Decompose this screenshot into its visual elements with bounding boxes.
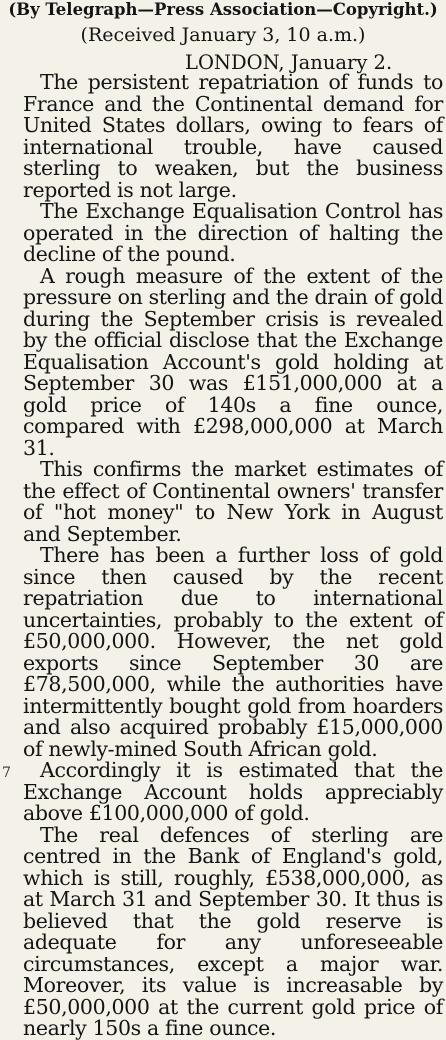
paragraph-5: There has been a further loss of gold since then caused by the recent repatriation due to international uncertainties, probably to the extent of £50,000,000. However, the net gold exports since September 30 are £78,500,000, while the authorities have intermittently bought gold from hoarders and also acquired probably £15,000,000 of newly-mined South African gold. [23,543,443,761]
dateline: LONDON, January 2. [185,51,393,74]
paragraph-4: This confirms the market estimates of the effect of Continental owners' transfer of "hot money" to New York in August and September. [23,457,443,546]
wire-credit: (By Telegraph—Press Association—Copyright.) [8,0,438,19]
paragraph-6: Accordingly it is estimated that the Exchange Account holds appreciably above £100,000,000 of gold. [23,758,443,825]
paragraph-7: The real defences of sterling are centred in the Bank of England's gold, which is still, roughly, £538,000,000, as at March 31 and September 30. It thus is believed that the gold reserve is adequate for any unforeseeable circumstances, except a major war. Moreover, its value is increasable by £50,000,000 at the current gold price of nearly 150s a fine ounce. [23,822,443,1040]
article-body [23,72,443,1040]
paragraph-3: A rough measure of the extent of the pressure on sterling and the drain of gold during the September crisis is revealed by the official disclose that the Exchange Equalisation Account's gold holding at September 30 was £151,000,000 at a gold price of 140s a fine ounce, compared with £298,000,000 at March 31. [23,263,443,460]
paragraph-1: The persistent repatriation of funds to France and the Continental demand for United States dollars, owing to fears of international trouble, have caused sterling to weaken, but the business reported is not large. [23,70,443,202]
paragraph-2: The Exchange Equalisation Control has operated in the direction of halting the decline of the pound. [23,199,443,266]
margin-mark: 7 [2,765,11,781]
received-time: (Received January 3, 10 a.m.) [80,24,366,46]
